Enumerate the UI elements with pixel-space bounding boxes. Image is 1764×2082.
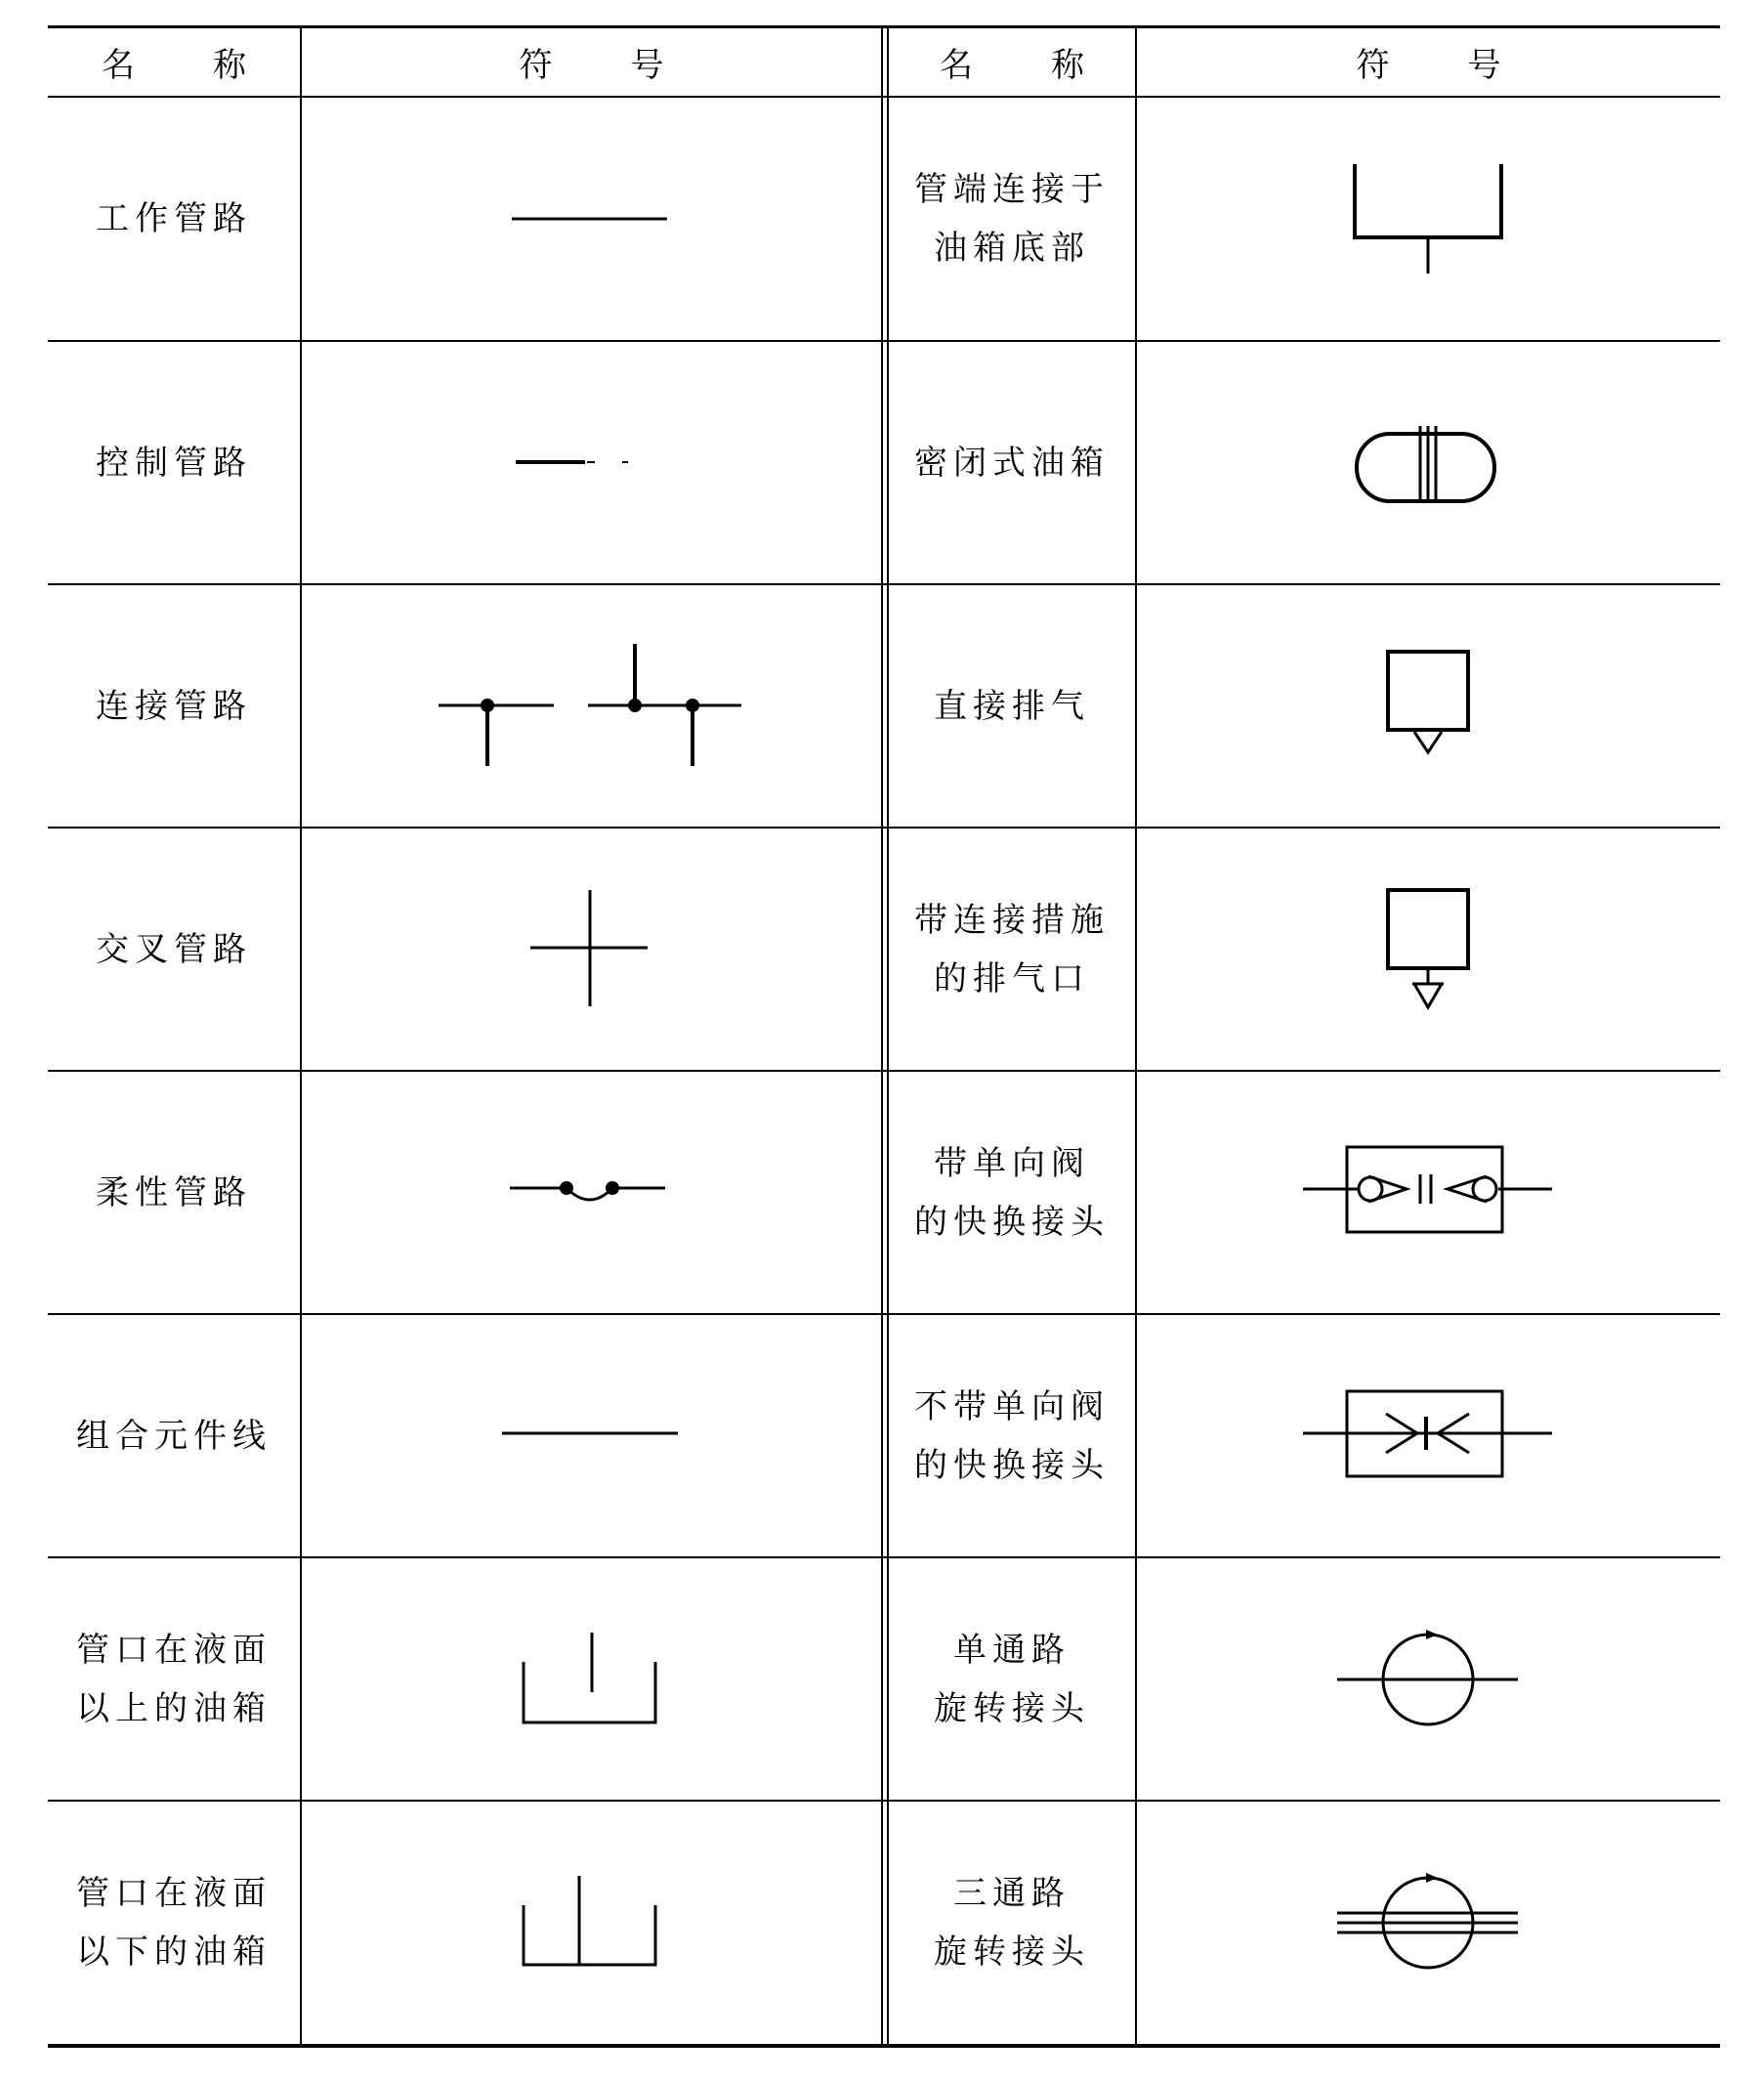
tank-pipe-above-level-symbol <box>302 1558 881 1800</box>
row-2-right-name: 密闭式油箱 <box>914 443 1110 483</box>
row-4-left-symbol-cell <box>302 829 881 1070</box>
row-7-left-name: 管口在液面 以上的油箱 <box>76 1630 272 1728</box>
quick-coupling-with-check-valve-symbol <box>1137 1072 1720 1313</box>
row-1-left-symbol-cell <box>302 98 881 340</box>
control-line-symbol <box>302 342 881 583</box>
exhaust-port-with-connection-symbol <box>1137 829 1720 1070</box>
flexible-line-symbol <box>302 1072 881 1313</box>
row-5-right-symbol-cell <box>1137 1072 1720 1313</box>
header-symbol-left: 符 号 <box>519 46 664 85</box>
row-4-right-name: 带连接措施 的排气口 <box>914 900 1110 999</box>
header-symbol-right: 符 号 <box>1356 46 1501 85</box>
row-2-left-symbol-cell <box>302 342 881 583</box>
row-6-right-name: 不带单向阀 的快换接头 <box>914 1386 1110 1485</box>
header-name-left: 名 称 <box>102 46 246 85</box>
row-8-left-name: 管口在液面 以下的油箱 <box>76 1874 272 1972</box>
col-divider-double-a <box>881 25 883 2048</box>
symbol-table <box>48 25 1720 2048</box>
working-line-symbol <box>302 98 881 340</box>
row-6-right-symbol-cell <box>1137 1315 1720 1556</box>
row-3-right-symbol-cell <box>1137 585 1720 827</box>
table-bottom-rule <box>48 2044 1720 2048</box>
sealed-tank-symbol <box>1137 342 1720 583</box>
row-1-right-name: 管端连接于 油箱底部 <box>914 170 1110 268</box>
single-passage-rotary-joint-symbol <box>1137 1558 1720 1800</box>
row-4-right-symbol-cell <box>1137 829 1720 1070</box>
row-5-left-name: 柔性管路 <box>96 1172 252 1212</box>
row-3-left-symbol-cell <box>302 585 881 827</box>
crossing-lines-symbol <box>302 829 881 1070</box>
row-2-left-name: 控制管路 <box>96 443 252 483</box>
tank-pipe-below-level-symbol <box>302 1802 881 2044</box>
row-4-left-name: 交叉管路 <box>96 929 252 969</box>
row-3-right-name: 直接排气 <box>934 686 1090 726</box>
row-5-left-symbol-cell <box>302 1072 881 1313</box>
component-enclosure-line-symbol <box>302 1315 881 1556</box>
row-8-right-symbol-cell <box>1137 1802 1720 2044</box>
three-passage-rotary-joint-symbol <box>1137 1802 1720 2044</box>
row-2-right-symbol-cell <box>1137 342 1720 583</box>
row-1-left-name: 工作管路 <box>96 199 252 238</box>
row-3-left-name: 连接管路 <box>96 686 252 726</box>
row-8-left-symbol-cell <box>302 1802 881 2044</box>
pipe-to-tank-bottom-symbol <box>1137 98 1720 340</box>
row-6-left-symbol-cell <box>302 1315 881 1556</box>
connected-lines-symbol <box>302 585 881 827</box>
row-7-right-symbol-cell <box>1137 1558 1720 1800</box>
row-8-right-name: 三通路 旋转接头 <box>934 1874 1090 1972</box>
row-5-right-name: 带单向阀 的快换接头 <box>914 1143 1110 1242</box>
quick-coupling-without-check-valve-symbol <box>1137 1315 1720 1556</box>
direct-exhaust-symbol <box>1137 585 1720 827</box>
header-name-right: 名 称 <box>940 46 1084 85</box>
row-7-right-name: 单通路 旋转接头 <box>934 1630 1090 1728</box>
row-6-left-name: 组合元件线 <box>76 1416 272 1456</box>
row-1-right-symbol-cell <box>1137 98 1720 340</box>
row-7-left-symbol-cell <box>302 1558 881 1800</box>
